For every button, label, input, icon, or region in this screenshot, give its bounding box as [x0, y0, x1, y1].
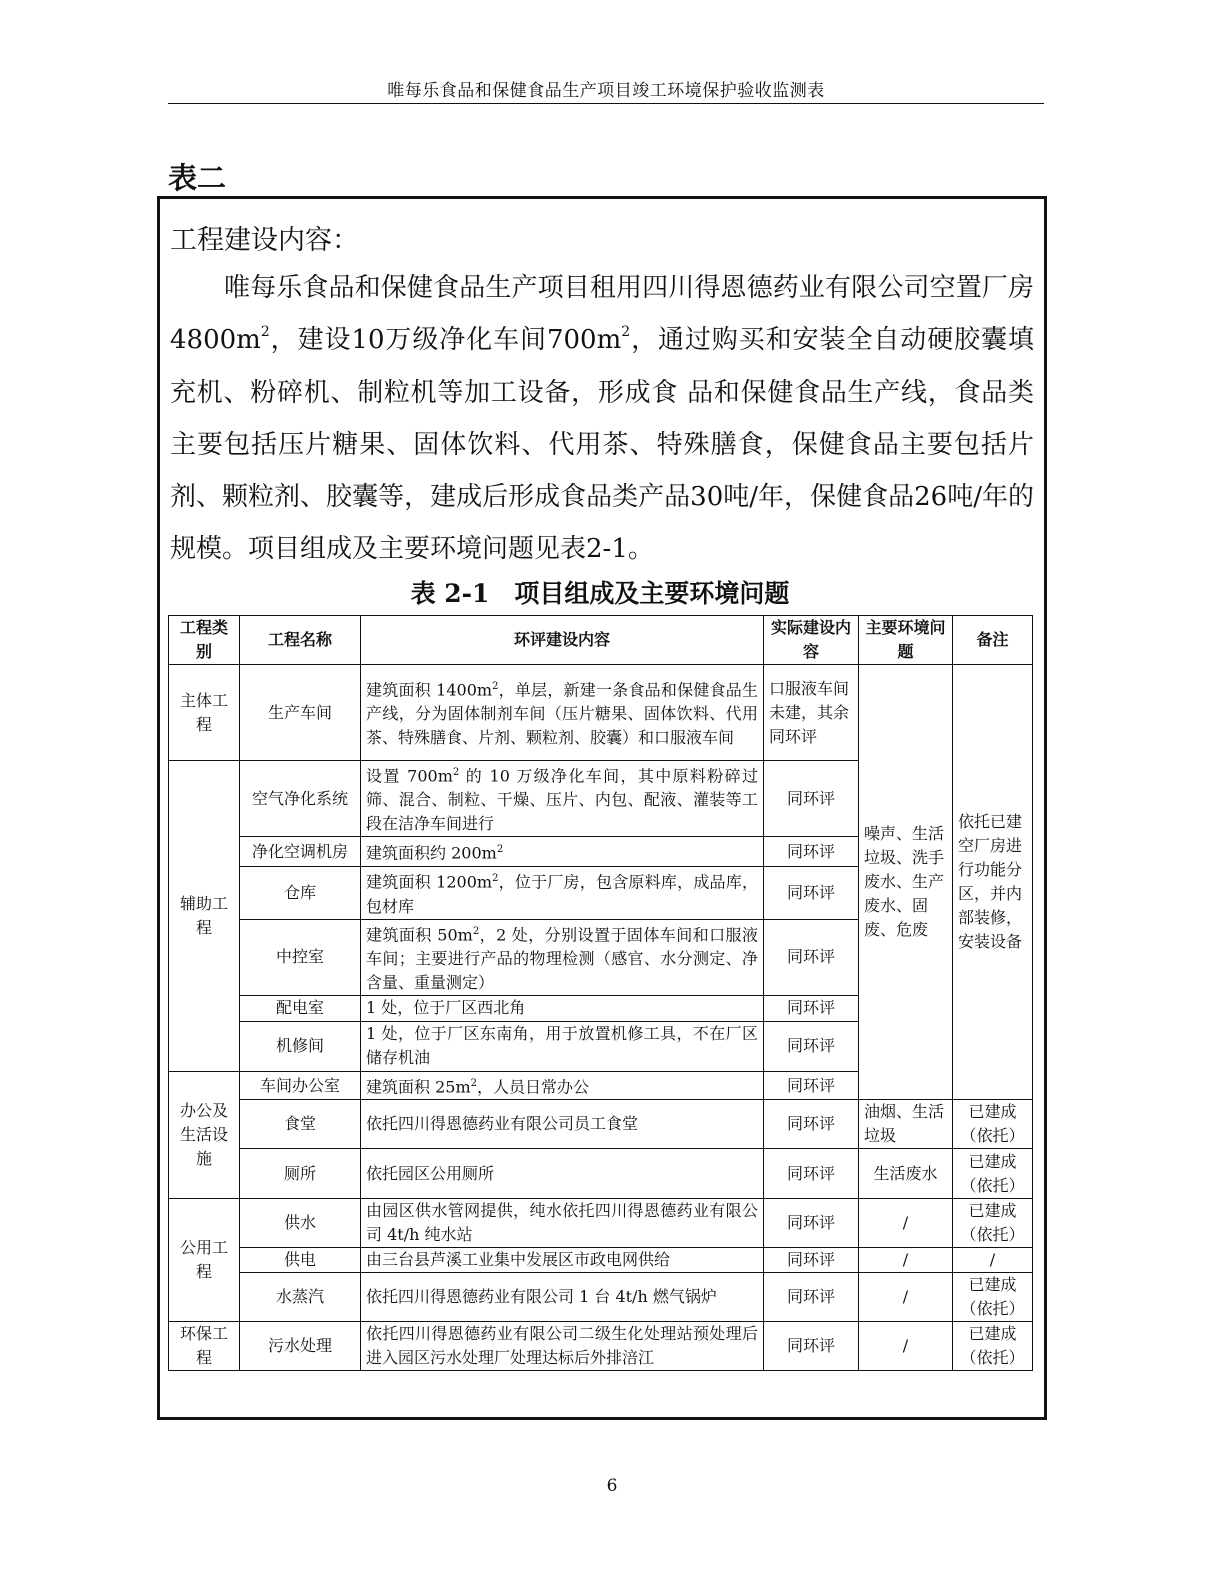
row-actual: 同环评 — [764, 837, 859, 867]
content-text: 建筑面积 1400m — [366, 680, 493, 700]
row-actual: 同环评 — [764, 1149, 859, 1199]
row-name: 水蒸汽 — [240, 1273, 361, 1322]
header-name: 工程名称 — [240, 616, 361, 665]
row-content — [361, 761, 764, 837]
content-text: 建筑面积 25m — [366, 1077, 471, 1097]
content-text: ，位于厂房，包含原料库，成品库，包材库 — [366, 872, 758, 916]
table-row — [169, 1199, 1033, 1248]
row-issue: / — [859, 1322, 953, 1371]
content-text: 建筑面积约 200m — [366, 843, 497, 863]
project-composition-table — [168, 615, 1033, 1371]
desc-part-3: ，通过购买和安装全自动硬胶囊填充机、粉碎机、制粒机等加工设备，形成食 品和保健食品生产线，食品类主要包括压片糖果、固体饮料、代用茶、特殊膳食，保健食品主要包括片剂、颗粒剂、胶囊等，建成后形成食品类产品30吨/年，保健食品26吨/年的规模。项目组成及主要环境问题见表2-1。 — [170, 325, 1034, 565]
desc-part-2: ，建设10万级净化车间700m — [269, 325, 622, 356]
content-sup: 2 — [496, 844, 504, 856]
row-actual: 同环评 — [764, 1071, 859, 1099]
row-name: 仓库 — [240, 867, 361, 919]
row-issue: 油烟、生活垃圾 — [859, 1100, 953, 1149]
row-name: 车间办公室 — [240, 1071, 361, 1099]
table-row — [169, 665, 1033, 761]
row-content: 由园区供水管网提供，纯水依托四川得恩德药业有限公司 4t/h 纯水站 — [361, 1199, 764, 1248]
group-env: 环保工程 — [169, 1322, 240, 1371]
row-content: 1 处，位于厂区东南角，用于放置机修工具，不在厂区储存机油 — [361, 1021, 764, 1071]
page-number: 6 — [606, 1476, 618, 1496]
desc-sup-2: 2 — [621, 324, 631, 341]
row-actual: 同环评 — [764, 919, 859, 995]
row-name: 中控室 — [240, 919, 361, 995]
row-name: 食堂 — [240, 1100, 361, 1149]
row-name: 污水处理 — [240, 1322, 361, 1371]
content-text: 设置 700m — [366, 766, 453, 786]
header-issue: 主要环境问题 — [859, 616, 953, 665]
content-text: 建筑面积 50m — [366, 924, 473, 944]
table-header-row — [169, 616, 1033, 665]
row-actual: 同环评 — [764, 761, 859, 837]
row-content: 依托四川得恩德药业有限公司 1 台 4t/h 燃气锅炉 — [361, 1273, 764, 1322]
row-content: 由三台县芦溪工业集中发展区市政电网供给 — [361, 1248, 764, 1273]
row-content: 1 处，位于厂区西北角 — [361, 995, 764, 1021]
row-actual: 口服液车间未建，其余同环评 — [764, 665, 859, 761]
row-name: 机修间 — [240, 1021, 361, 1071]
project-description — [170, 262, 1034, 576]
row-issue: / — [859, 1199, 953, 1248]
content-sup: 2 — [492, 873, 499, 885]
content-sup: 2 — [452, 767, 460, 778]
row-name: 空气净化系统 — [240, 761, 361, 837]
row-name: 供电 — [240, 1248, 361, 1273]
row-issue: / — [859, 1273, 953, 1322]
shared-remark: 依托已建空厂房进行功能分区，并内部装修，安装设备 — [953, 665, 1033, 1100]
row-content — [361, 837, 764, 867]
header-rule — [168, 103, 1044, 104]
content-sup: 2 — [492, 680, 499, 692]
table-title: 表 2-1 项目组成及主要环境问题 — [410, 579, 790, 608]
content-sup: 2 — [470, 1077, 477, 1089]
row-actual: 同环评 — [764, 1100, 859, 1149]
row-issue: 生活废水 — [859, 1149, 953, 1199]
row-remark: 已建成（依托） — [953, 1322, 1033, 1371]
group-public: 公用工程 — [169, 1199, 240, 1322]
row-content — [361, 665, 764, 761]
row-name: 净化空调机房 — [240, 837, 361, 867]
row-actual: 同环评 — [764, 995, 859, 1021]
row-name: 厕所 — [240, 1149, 361, 1199]
row-remark: / — [953, 1248, 1033, 1273]
group-aux: 辅助工程 — [169, 761, 240, 1072]
row-content — [361, 919, 764, 995]
content-text: ，2 处，分别设置于固体车间和口服液车间；主要进行产品的物理检测（感官、水分测定、净含量、重量测定） — [366, 924, 758, 992]
content-heading: 工程建设内容： — [170, 225, 359, 256]
group-main: 主体工程 — [169, 665, 240, 761]
row-content — [361, 867, 764, 919]
row-actual: 同环评 — [764, 1021, 859, 1071]
content-text: 的 10 万级净化车间，其中原料粉碎过筛、混合、制粒、干燥、压片、内包、配液、灌装等工段在洁净车间进行 — [366, 766, 758, 834]
row-name: 配电室 — [240, 995, 361, 1021]
row-actual: 同环评 — [764, 1273, 859, 1322]
row-remark: 已建成（依托） — [953, 1149, 1033, 1199]
row-name: 生产车间 — [240, 665, 361, 761]
shared-issue: 噪声、生活垃圾、洗手废水、生产废水、固废、危废 — [859, 665, 953, 1100]
section-title: 表二 — [168, 161, 227, 195]
table-row — [169, 1149, 1033, 1199]
header-content: 环评建设内容 — [361, 616, 764, 665]
table-row — [169, 1248, 1033, 1273]
desc-sup-1: 2 — [260, 324, 270, 341]
header-category: 工程类别 — [169, 616, 240, 665]
content-text: 建筑面积 1200m — [366, 872, 493, 892]
header-actual: 实际建设内容 — [764, 616, 859, 665]
row-remark: 已建成（依托） — [953, 1199, 1033, 1248]
content-sup: 2 — [472, 925, 480, 937]
row-actual: 同环评 — [764, 1199, 859, 1248]
row-actual: 同环评 — [764, 1322, 859, 1371]
table-row — [169, 1273, 1033, 1322]
content-text: ，人员日常办公 — [477, 1077, 590, 1097]
row-remark: 已建成（依托） — [953, 1100, 1033, 1149]
table-row — [169, 1100, 1033, 1149]
row-content: 依托四川得恩德药业有限公司员工食堂 — [361, 1100, 764, 1149]
row-content: 依托四川得恩德药业有限公司二级生化处理站预处理后进入园区污水处理厂处理达标后外排涪江 — [361, 1322, 764, 1371]
content-text: ，单层，新建一条食品和保健食品生产线，分为固体制剂车间（压片糖果、固体饮料、代用茶、特殊膳食、片剂、颗粒剂、胶囊）和口服液车间 — [366, 680, 758, 748]
document-header: 唯每乐食品和保健食品生产项目竣工环境保护验收监测表 — [387, 81, 825, 101]
row-name: 供水 — [240, 1199, 361, 1248]
table-row — [169, 1322, 1033, 1371]
row-actual: 同环评 — [764, 867, 859, 919]
row-actual: 同环评 — [764, 1248, 859, 1273]
row-content — [361, 1071, 764, 1099]
group-office: 办公及生活设施 — [169, 1071, 240, 1198]
header-remark: 备注 — [953, 616, 1033, 665]
row-content: 依托园区公用厕所 — [361, 1149, 764, 1199]
row-issue: / — [859, 1248, 953, 1273]
row-remark: 已建成（依托） — [953, 1273, 1033, 1322]
desc-part-1: 唯每乐食品和保健食品生产项目租用四川得恩德药业有限公司空置厂房4800m — [170, 273, 1034, 356]
